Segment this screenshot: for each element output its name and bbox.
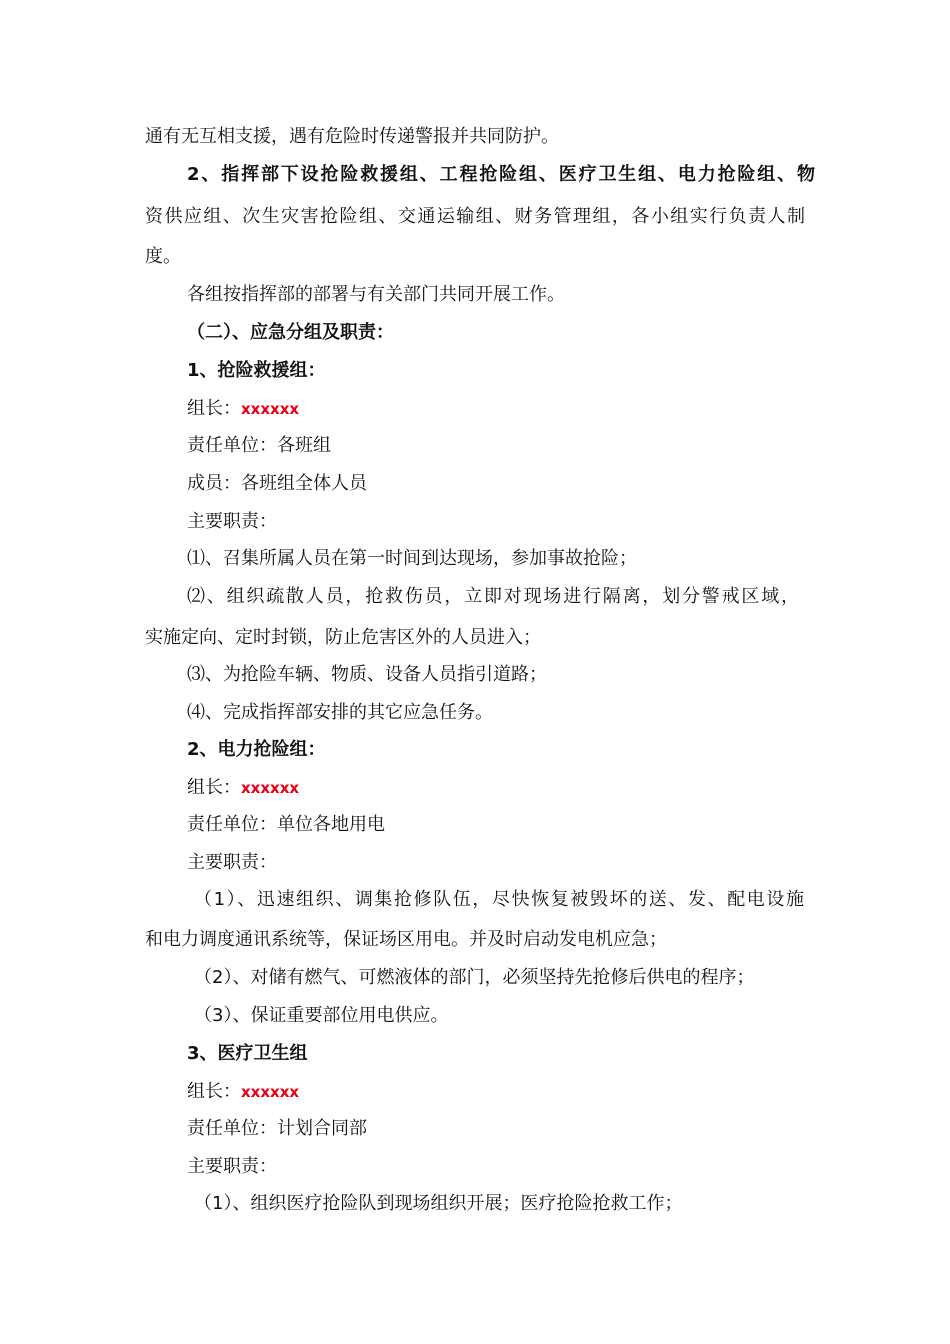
paragraph-line: 责任单位：计划合同部	[187, 1118, 367, 1139]
paragraph-line: （3）、保证重要部位用电供应。	[194, 1005, 449, 1026]
paragraph-line: 资供应组、次生灾害抢险组、交通运输组、财务管理组，各小组实行负责人制	[145, 206, 805, 227]
paragraph-line: 和电力调度通讯系统等，保证场区用电。并及时启动发电机应急；	[145, 929, 667, 950]
paragraph-line: ⑶、为抢险车辆、物质、设备人员指引道路；	[187, 664, 547, 685]
paragraph-line: （1）、迅速组织、调集抢修队伍，尽快恢复被毁坏的送、发、配电设施	[194, 889, 804, 910]
leader-label: 组长：	[187, 777, 241, 798]
leader-name: xxxxxx	[241, 1083, 300, 1101]
paragraph-line: 实施定向、定时封锁，防止危害区外的人员进入；	[145, 627, 541, 648]
section-heading: （二）、应急分组及职责：	[187, 322, 394, 343]
group-heading: 2、电力抢险组：	[187, 739, 326, 760]
paragraph-line: 通有无互相支援，遇有危险时传递警报并共同防护。	[145, 126, 559, 147]
paragraph-line: 责任单位：单位各地用电	[187, 814, 385, 835]
paragraph-line: （2）、对储有燃气、可燃液体的部门，必须坚持先抢修后供电的程序；	[194, 967, 755, 988]
paragraph-line: ⑵、组织疏散人员，抢救伤员，立即对现场进行隔离，划分警戒区域，	[187, 586, 799, 607]
paragraph-line: （1）、组织医疗抢险队到现场组织开展；医疗抢险抢救工作；	[194, 1193, 683, 1214]
leader-line	[187, 776, 857, 800]
leader-label: 组长：	[187, 398, 241, 419]
leader-line	[187, 1080, 857, 1104]
leader-line	[187, 397, 857, 421]
group-heading: 3、医疗卫生组	[187, 1043, 308, 1064]
leader-name: xxxxxx	[241, 400, 300, 418]
group-heading: 1、抢险救援组：	[187, 360, 326, 381]
paragraph-line: 主要职责：	[187, 511, 277, 532]
paragraph-line: 责任单位：各班组	[187, 435, 331, 456]
leader-name: xxxxxx	[241, 779, 300, 797]
paragraph-line: 度。	[145, 246, 181, 267]
paragraph-line: 成员：各班组全体人员	[187, 473, 367, 494]
paragraph-line: ⑴、召集所属人员在第一时间到达现场，参加事故抢险；	[187, 548, 637, 569]
paragraph-line: 主要职责：	[187, 1156, 277, 1177]
paragraph-line: 主要职责：	[187, 852, 277, 873]
paragraph-line: 各组按指挥部的部署与有关部门共同开展工作。	[187, 284, 565, 305]
paragraph-line: 2、指挥部下设抢险救援组、工程抢险组、医疗卫生组、电力抢险组、物	[187, 164, 815, 185]
leader-label: 组长：	[187, 1081, 241, 1102]
paragraph-line: ⑷、完成指挥部安排的其它应急任务。	[187, 702, 493, 723]
